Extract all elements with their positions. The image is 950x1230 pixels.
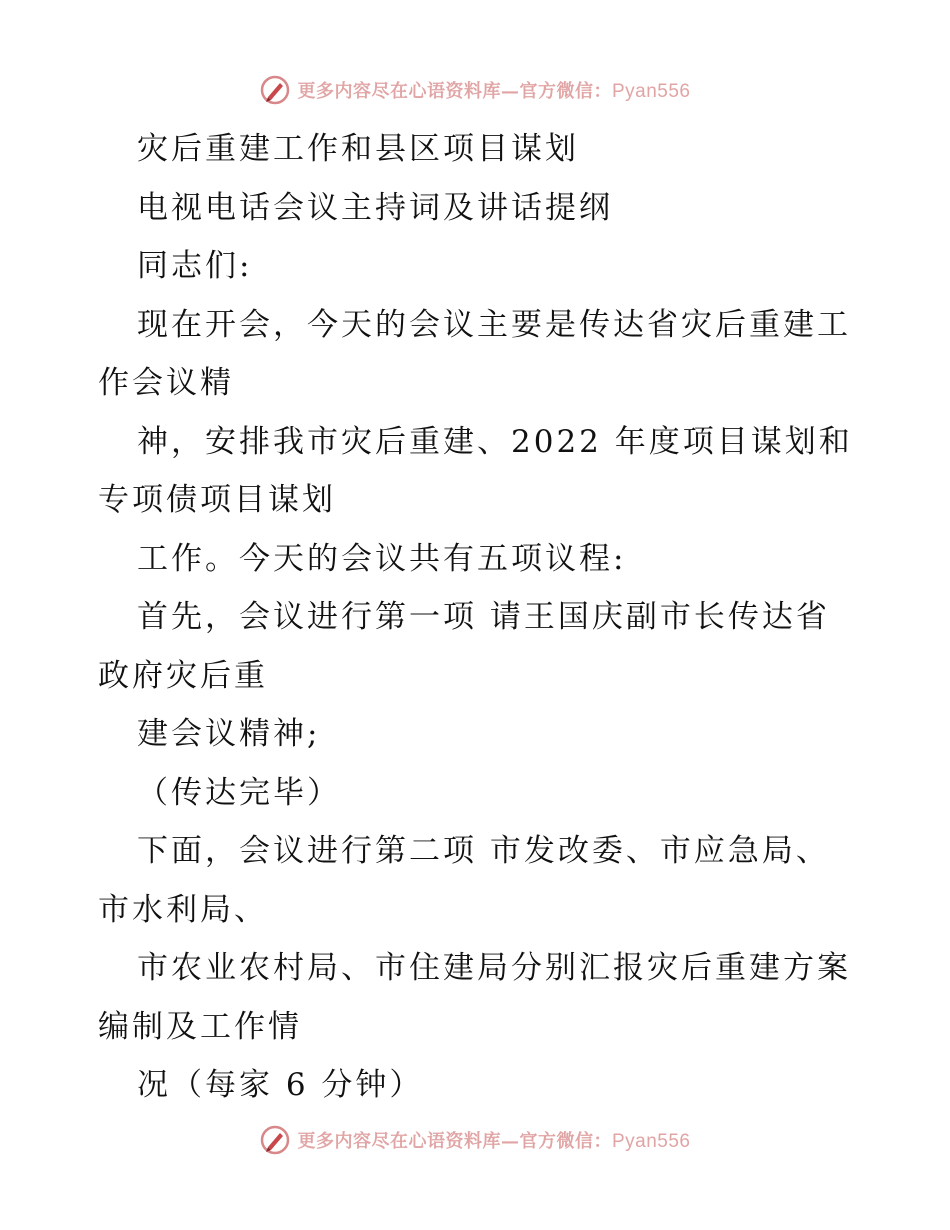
pen-logo-icon xyxy=(259,74,291,106)
document-line: 神，安排我市灾后重建、2022 年度项目谋划和 xyxy=(137,423,853,460)
document-line: 灾后重建工作和县区项目谋划 xyxy=(137,131,579,167)
watermark-contact: Pyan556 xyxy=(611,81,691,102)
watermark-header xyxy=(0,70,950,110)
document-line: 同志们: xyxy=(137,248,253,284)
document-line: 市水利局、 xyxy=(98,891,268,928)
pen-logo-icon xyxy=(259,1124,291,1156)
document-line: 电视电话会议主持词及讲话提纲 xyxy=(137,189,613,226)
watermark-contact: Pyan556 xyxy=(611,1131,691,1152)
document-line: 现在开会，今天的会议主要是传达省灾后重建工 xyxy=(137,306,851,343)
document-line: 市农业农村局、市住建局分别汇报灾后重建方案 xyxy=(137,950,851,986)
document-line: 专项债项目谋划 xyxy=(98,482,336,518)
document-line: 下面，会议进行第二项 市发改委、市应急局、 xyxy=(137,833,830,869)
document-line: （传达完毕） xyxy=(137,774,341,811)
document-body xyxy=(98,120,858,1115)
document-line: 政府灾后重 xyxy=(98,657,268,694)
document-line: 作会议精 xyxy=(98,365,234,401)
document-line: 况（每家 6 分钟） xyxy=(137,1067,424,1103)
watermark-footer xyxy=(0,1120,950,1160)
watermark-text: 更多内容尽在心语资料库—官方微信： xyxy=(297,81,612,102)
document-line: 首先，会议进行第一项 请王国庆副市长传达省 xyxy=(137,599,830,635)
watermark-text: 更多内容尽在心语资料库—官方微信： xyxy=(297,1131,612,1152)
document-line: 编制及工作情 xyxy=(98,1008,302,1045)
document-line: 工作。今天的会议共有五项议程: xyxy=(137,540,627,577)
document-line: 建会议精神; xyxy=(137,716,321,752)
